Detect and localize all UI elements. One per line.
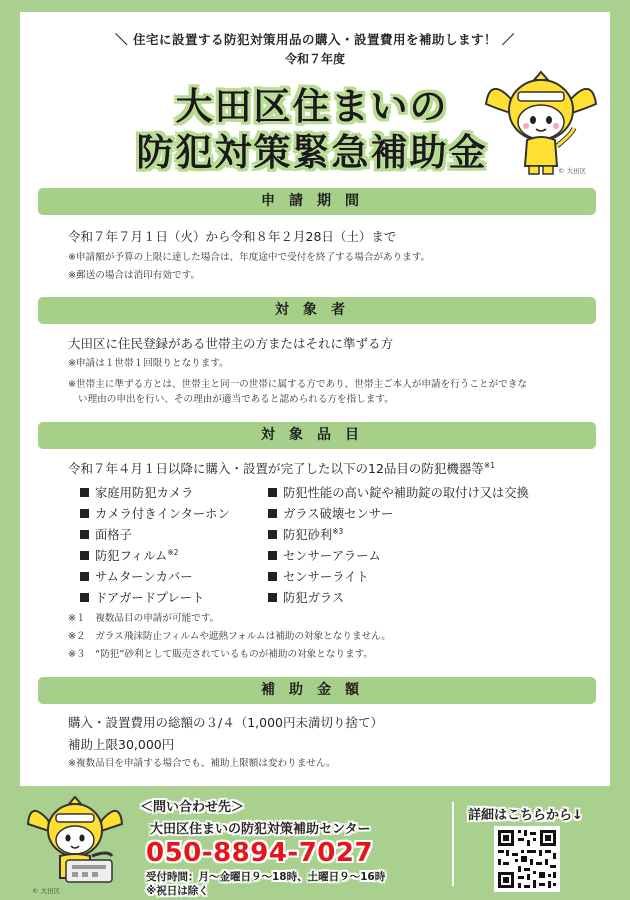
hours: 受付時間：月〜金曜日９〜18時、土曜日９〜16時 <box>146 871 386 883</box>
item-right-5: センサーライト <box>268 567 369 585</box>
fiscal-year: 令和７年度 <box>284 52 345 66</box>
eligible-main: 大田区に住民登録がある世帯主の方またはそれに準ずる方 <box>68 336 394 351</box>
qr-code-icon[interactable] <box>494 826 560 892</box>
items-note-2: ※２ ガラス飛沫防止フィルムや遮熱フォルムは補助の対象となりません。 <box>68 631 391 642</box>
item-right-4: センサーアラーム <box>268 546 381 564</box>
tagline: ＼ 住宅に設置する防犯対策用品の購入・設置費用を補助します！ ／ <box>115 32 515 47</box>
items-main <box>68 459 495 477</box>
items-main-text: 令和７年４月１日以降に購入・設置が完了した以下の12品目の防犯機器等 <box>68 461 484 476</box>
footer-divider <box>452 802 454 886</box>
amount-note: ※複数品目を申請する場合でも、補助上限額は変わりません。 <box>68 758 336 769</box>
eligible-note-2a: ※世帯主に準ずる方とは、世帯主と同一の世帯に属する方であり、世帯主ご本人が申請を行うことができな <box>68 379 527 390</box>
item-left-1: 家庭用防犯カメラ <box>80 483 193 501</box>
items-note-3: ※３ “防犯”砂利として販売されているものが補助の対象となります。 <box>68 649 374 660</box>
title-line-1: 大田区住まいの <box>175 85 449 128</box>
amount-main-2: 補助上限30,000円 <box>68 737 175 752</box>
eligible-note-2b: い理由の申出を行い、その理由が適当であると認められる方を指します。 <box>78 394 394 405</box>
item-left-5: サムターンカバー <box>80 567 193 585</box>
section-items-heading: 対象品目 <box>38 422 596 449</box>
items-note-1: ※１ 複数品目の申請が可能です。 <box>68 613 220 624</box>
mascot-copyright: © 大田区 <box>558 167 587 175</box>
flyer-sheet <box>20 12 610 786</box>
section-period-heading: 申請期間 <box>38 188 596 215</box>
item-left-4: 防犯フィルム$^{※2}$ <box>80 546 178 564</box>
footer-copyright: © 大田区 <box>32 887 61 895</box>
period-note-2: ※郵送の場合は消印有効です。 <box>68 270 200 281</box>
item-right-1: 防犯性能の高い錠や補助錠の取付け又は交換 <box>268 483 529 501</box>
item-left-2: カメラ付きインターホン <box>80 504 230 522</box>
title-line-2: 防犯対策緊急補助金 <box>136 131 488 174</box>
section-amount-heading: 補助金額 <box>38 677 596 704</box>
mascot-phone-icon <box>26 796 130 888</box>
eligible-note-1: ※申請は１世帯１回限りとなります。 <box>68 358 229 369</box>
item-right-6: 防犯ガラス <box>268 588 344 606</box>
details-label: 詳細はこちらから↓ <box>468 808 583 823</box>
item-right-3: 防犯砂利$^{※3}$ <box>268 525 343 543</box>
phone-number[interactable]: 050-8894-7027 <box>146 838 374 868</box>
item-right-2: ガラス破壊センサー <box>268 504 393 522</box>
contact-label: ＜問い合わせ先＞ <box>140 800 245 815</box>
items-main-sup: ※1 <box>483 461 495 470</box>
section-eligible-heading: 対象者 <box>38 297 596 324</box>
item-left-3: 面格子 <box>80 525 132 543</box>
holiday-note: ※祝日は除く <box>146 885 209 897</box>
center-name: 大田区住まいの防犯対策補助センター <box>150 822 371 837</box>
item-left-6: ドアガードプレート <box>80 588 204 606</box>
period-main: 令和７年７月１日（火）から令和８年２月28日（土）まで <box>68 229 397 244</box>
period-note-1: ※申請額が予算の上限に達した場合は、年度途中で受付を終了する場合があります。 <box>68 252 431 263</box>
amount-main-1: 購入・設置費用の総額の３/４（1,000円未満切り捨て） <box>68 715 383 730</box>
